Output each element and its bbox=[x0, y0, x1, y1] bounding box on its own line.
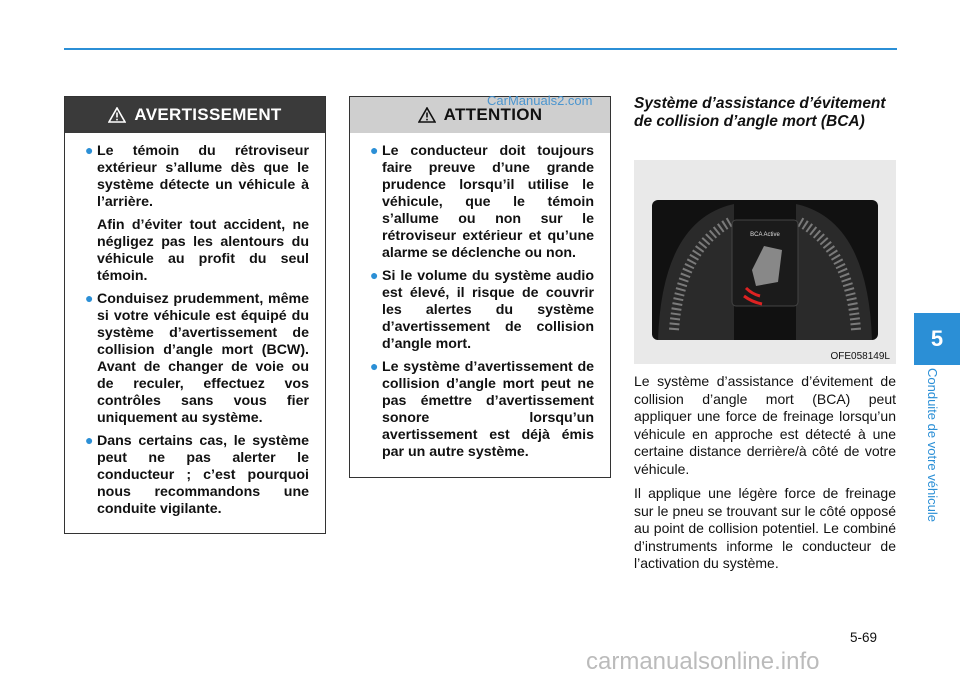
chapter-label: Conduite de votre véhicule bbox=[925, 368, 940, 522]
bullet-icon: ● bbox=[370, 142, 379, 158]
footer-watermark: carmanualsonline.info bbox=[586, 648, 820, 675]
cluster-illustration bbox=[634, 160, 896, 364]
top-rule bbox=[64, 48, 897, 50]
caution-box bbox=[349, 96, 611, 478]
caution-item: ● Le conducteur doit toujours faire preuve d’une grande prudence lorsqu’il utilise le véhicule, que le témoin s’allume ou non sur le rétroviseur extérieur et qu’une alarme se déclenche ou non. bbox=[370, 142, 594, 261]
warning-title: AVERTISSEMENT bbox=[134, 105, 282, 124]
warning-header bbox=[65, 97, 325, 133]
page-number: 5-69 bbox=[850, 630, 878, 645]
warning-item: ● Dans certains cas, le système peut ne pas alerter le conducteur ; c’est pourquoi nous recommandons une conduite vigilante. bbox=[85, 432, 309, 517]
bullet-icon: ● bbox=[370, 267, 379, 283]
body-paragraph: Le système d’assistance d’évitement de collision d’angle mort (BCA) peut appliquer une force de freinage lorsqu’un véhicule en approche est détecté à une certaine distance derrière/à côté de votre véhicule. bbox=[634, 373, 896, 477]
warning-triangle-icon bbox=[108, 107, 126, 123]
watermark-link[interactable]: CarManuals2.com bbox=[487, 93, 593, 108]
instrument-cluster-graphic bbox=[634, 160, 896, 364]
section-body bbox=[634, 373, 896, 580]
caution-triangle-icon bbox=[418, 107, 436, 123]
warning-box bbox=[64, 96, 326, 534]
warning-item: ● Conduisez prudemment, même si votre véhicule est équipé du système d’avertissement de collision d’angle mort (BCW). Avant de changer de voie ou de reculer, effectuez vos contrôles sans vous fier uniquement au système. bbox=[85, 290, 309, 426]
warning-subparagraph: Afin d’éviter tout accident, ne négligez pas les alentours du véhicule au profit du seul témoin. bbox=[97, 217, 309, 284]
bullet-icon: ● bbox=[370, 358, 379, 374]
bullet-icon: ● bbox=[85, 142, 94, 158]
caution-title: ATTENTION bbox=[443, 105, 543, 124]
caution-item: ● Si le volume du système audio est élevé, il risque de couvrir les alertes du système d’avertissement de collision d’angle mort. bbox=[370, 267, 594, 352]
section-title: Système d’assistance d’évitement de collision d’angle mort (BCA) bbox=[634, 95, 886, 130]
image-code: OFE058149L bbox=[830, 351, 890, 362]
bca-active-label: BCA Active bbox=[750, 232, 780, 238]
chapter-tab: 5 bbox=[914, 313, 960, 365]
bullet-icon: ● bbox=[85, 290, 94, 306]
caution-item: ● Le système d’avertissement de collision d’angle mort peut ne pas émettre d’avertissement sonore lorsqu’un avertissement est déjà émis par un autre système. bbox=[370, 358, 594, 460]
bullet-icon: ● bbox=[85, 432, 94, 448]
warning-item: ● Le témoin du rétroviseur extérieur s’allume dès que le système détecte un véhicule à l’arrière. bbox=[85, 142, 309, 210]
body-paragraph: Il applique une légère force de freinage sur le pneu se trouvant sur le côté opposé au point de collision potentiel. Le combiné d’instruments informe le conducteur de l’activation du système. bbox=[634, 485, 896, 571]
